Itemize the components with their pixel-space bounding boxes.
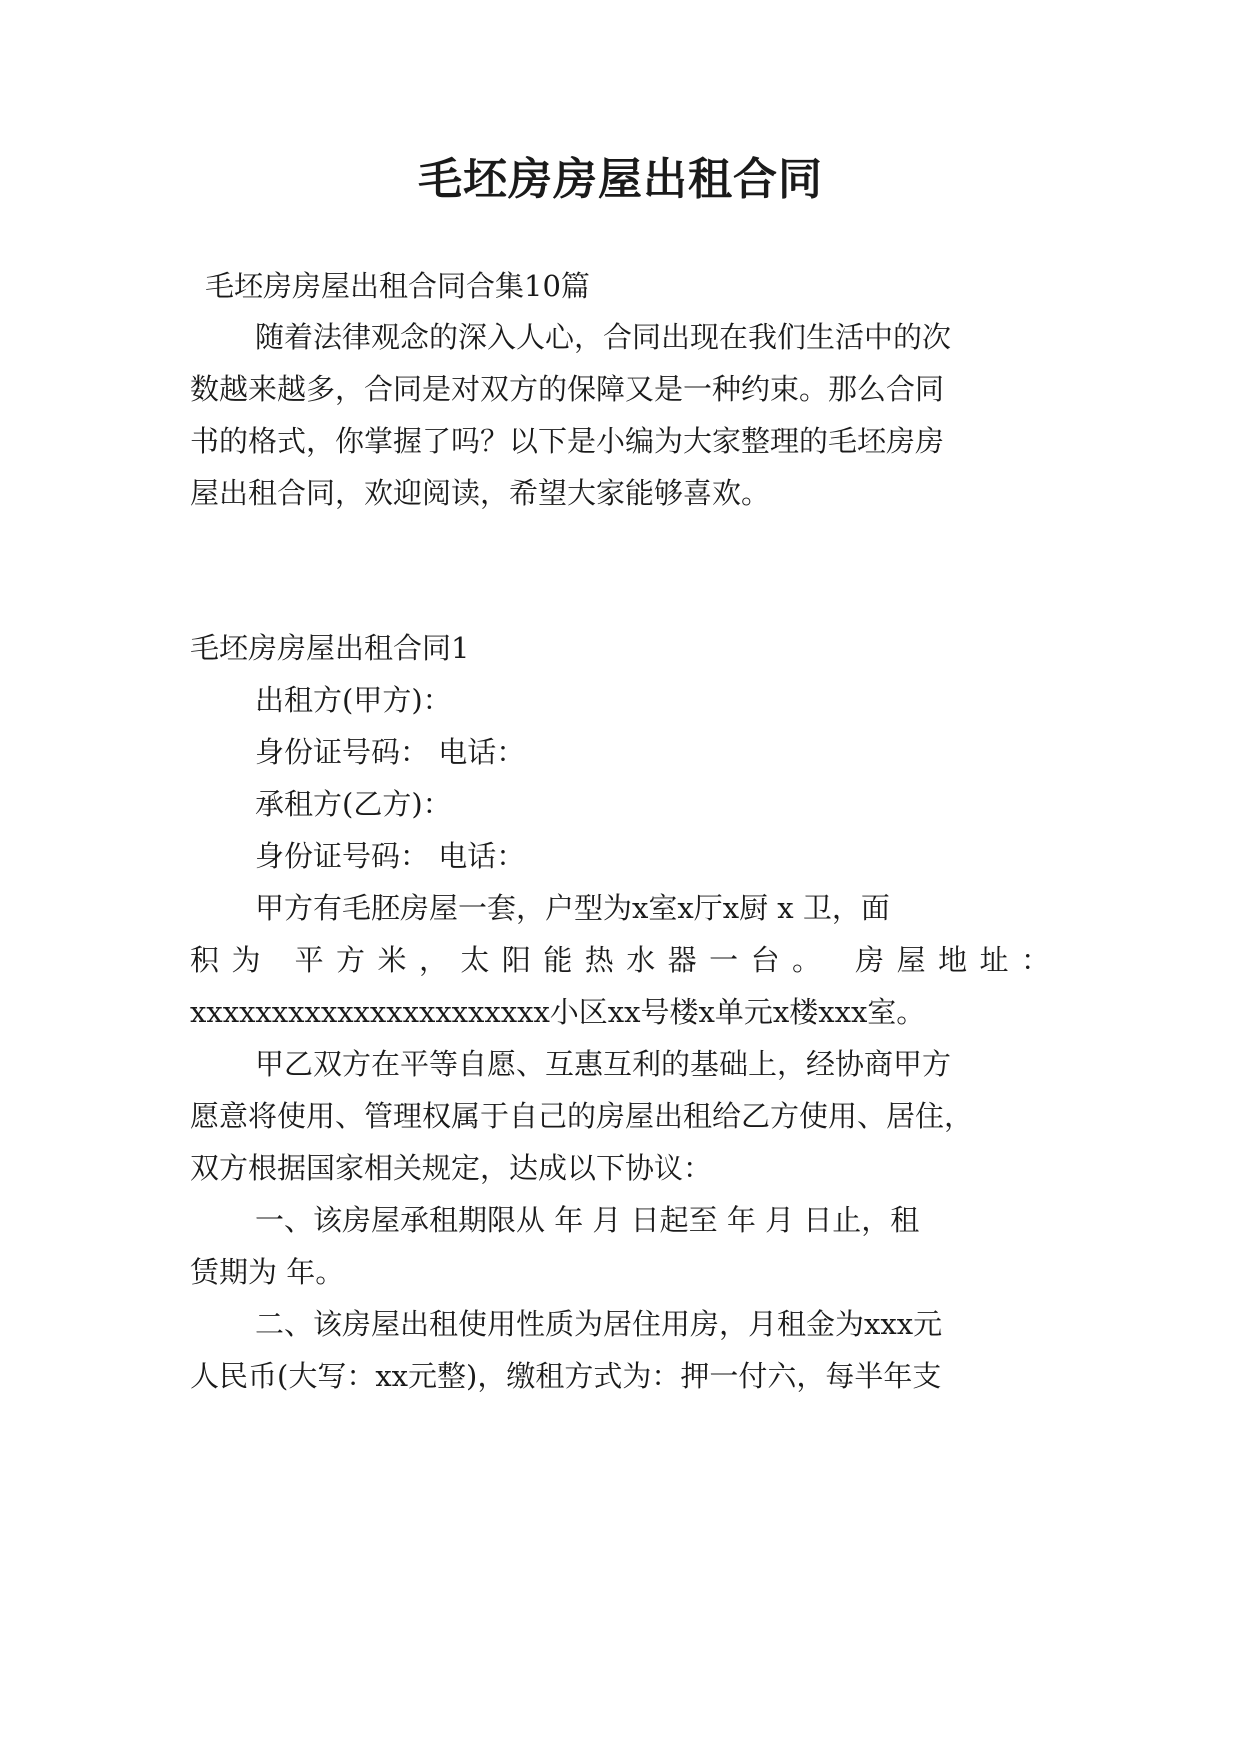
section-heading: 毛坯房房屋出租合同1 bbox=[190, 631, 470, 665]
property-line: 积为 平方米，太阳能热水器一台。 房屋地址： bbox=[190, 943, 1050, 977]
clause-2-line: 二、该房屋出租使用性质为居住用房，月租金为xxx元 bbox=[255, 1307, 943, 1341]
intro-line: 随着法律观念的深入人心，合同出现在我们生活中的次 bbox=[255, 320, 952, 354]
party-b-id-line: 身份证号码： 电话： bbox=[255, 839, 526, 873]
document-title: 毛坯房房屋出租合同 bbox=[418, 154, 823, 205]
party-a-id-line: 身份证号码： 电话： bbox=[255, 735, 526, 769]
intro-line: 数越来越多，合同是对双方的保障又是一种约束。那么合同 bbox=[190, 372, 945, 406]
clause-1-line: 一、该房屋承租期限从 年 月 日起至 年 月 日止，租 bbox=[255, 1203, 920, 1237]
agreement-line: 双方根据国家相关规定，达成以下协议： bbox=[190, 1151, 713, 1185]
party-a-label: 出租方(甲方)： bbox=[255, 683, 452, 717]
party-b-label: 承租方(乙方)： bbox=[255, 787, 452, 821]
intro-line: 屋出租合同，欢迎阅读，希望大家能够喜欢。 bbox=[190, 476, 771, 510]
property-line: 甲方有毛胚房屋一套，户型为x室x厅x厨 x 卫，面 bbox=[255, 891, 890, 925]
agreement-line: 愿意将使用、管理权属于自己的房屋出租给乙方使用、居住， bbox=[190, 1099, 974, 1133]
agreement-line: 甲乙双方在平等自愿、互惠互利的基础上，经协商甲方 bbox=[255, 1047, 952, 1081]
clause-2-line: 人民币(大写：xx元整)，缴租方式为：押一付六，每半年支 bbox=[190, 1359, 942, 1393]
intro-line: 书的格式，你掌握了吗？以下是小编为大家整理的毛坯房房 bbox=[190, 424, 945, 458]
clause-1-line: 赁期为 年。 bbox=[190, 1255, 345, 1289]
property-line: xxxxxxxxxxxxxxxxxxxxxx小区xx号楼x单元x楼xxx室。 bbox=[190, 995, 926, 1029]
document-subtitle: 毛坯房房屋出租合同合集10篇 bbox=[205, 269, 590, 303]
